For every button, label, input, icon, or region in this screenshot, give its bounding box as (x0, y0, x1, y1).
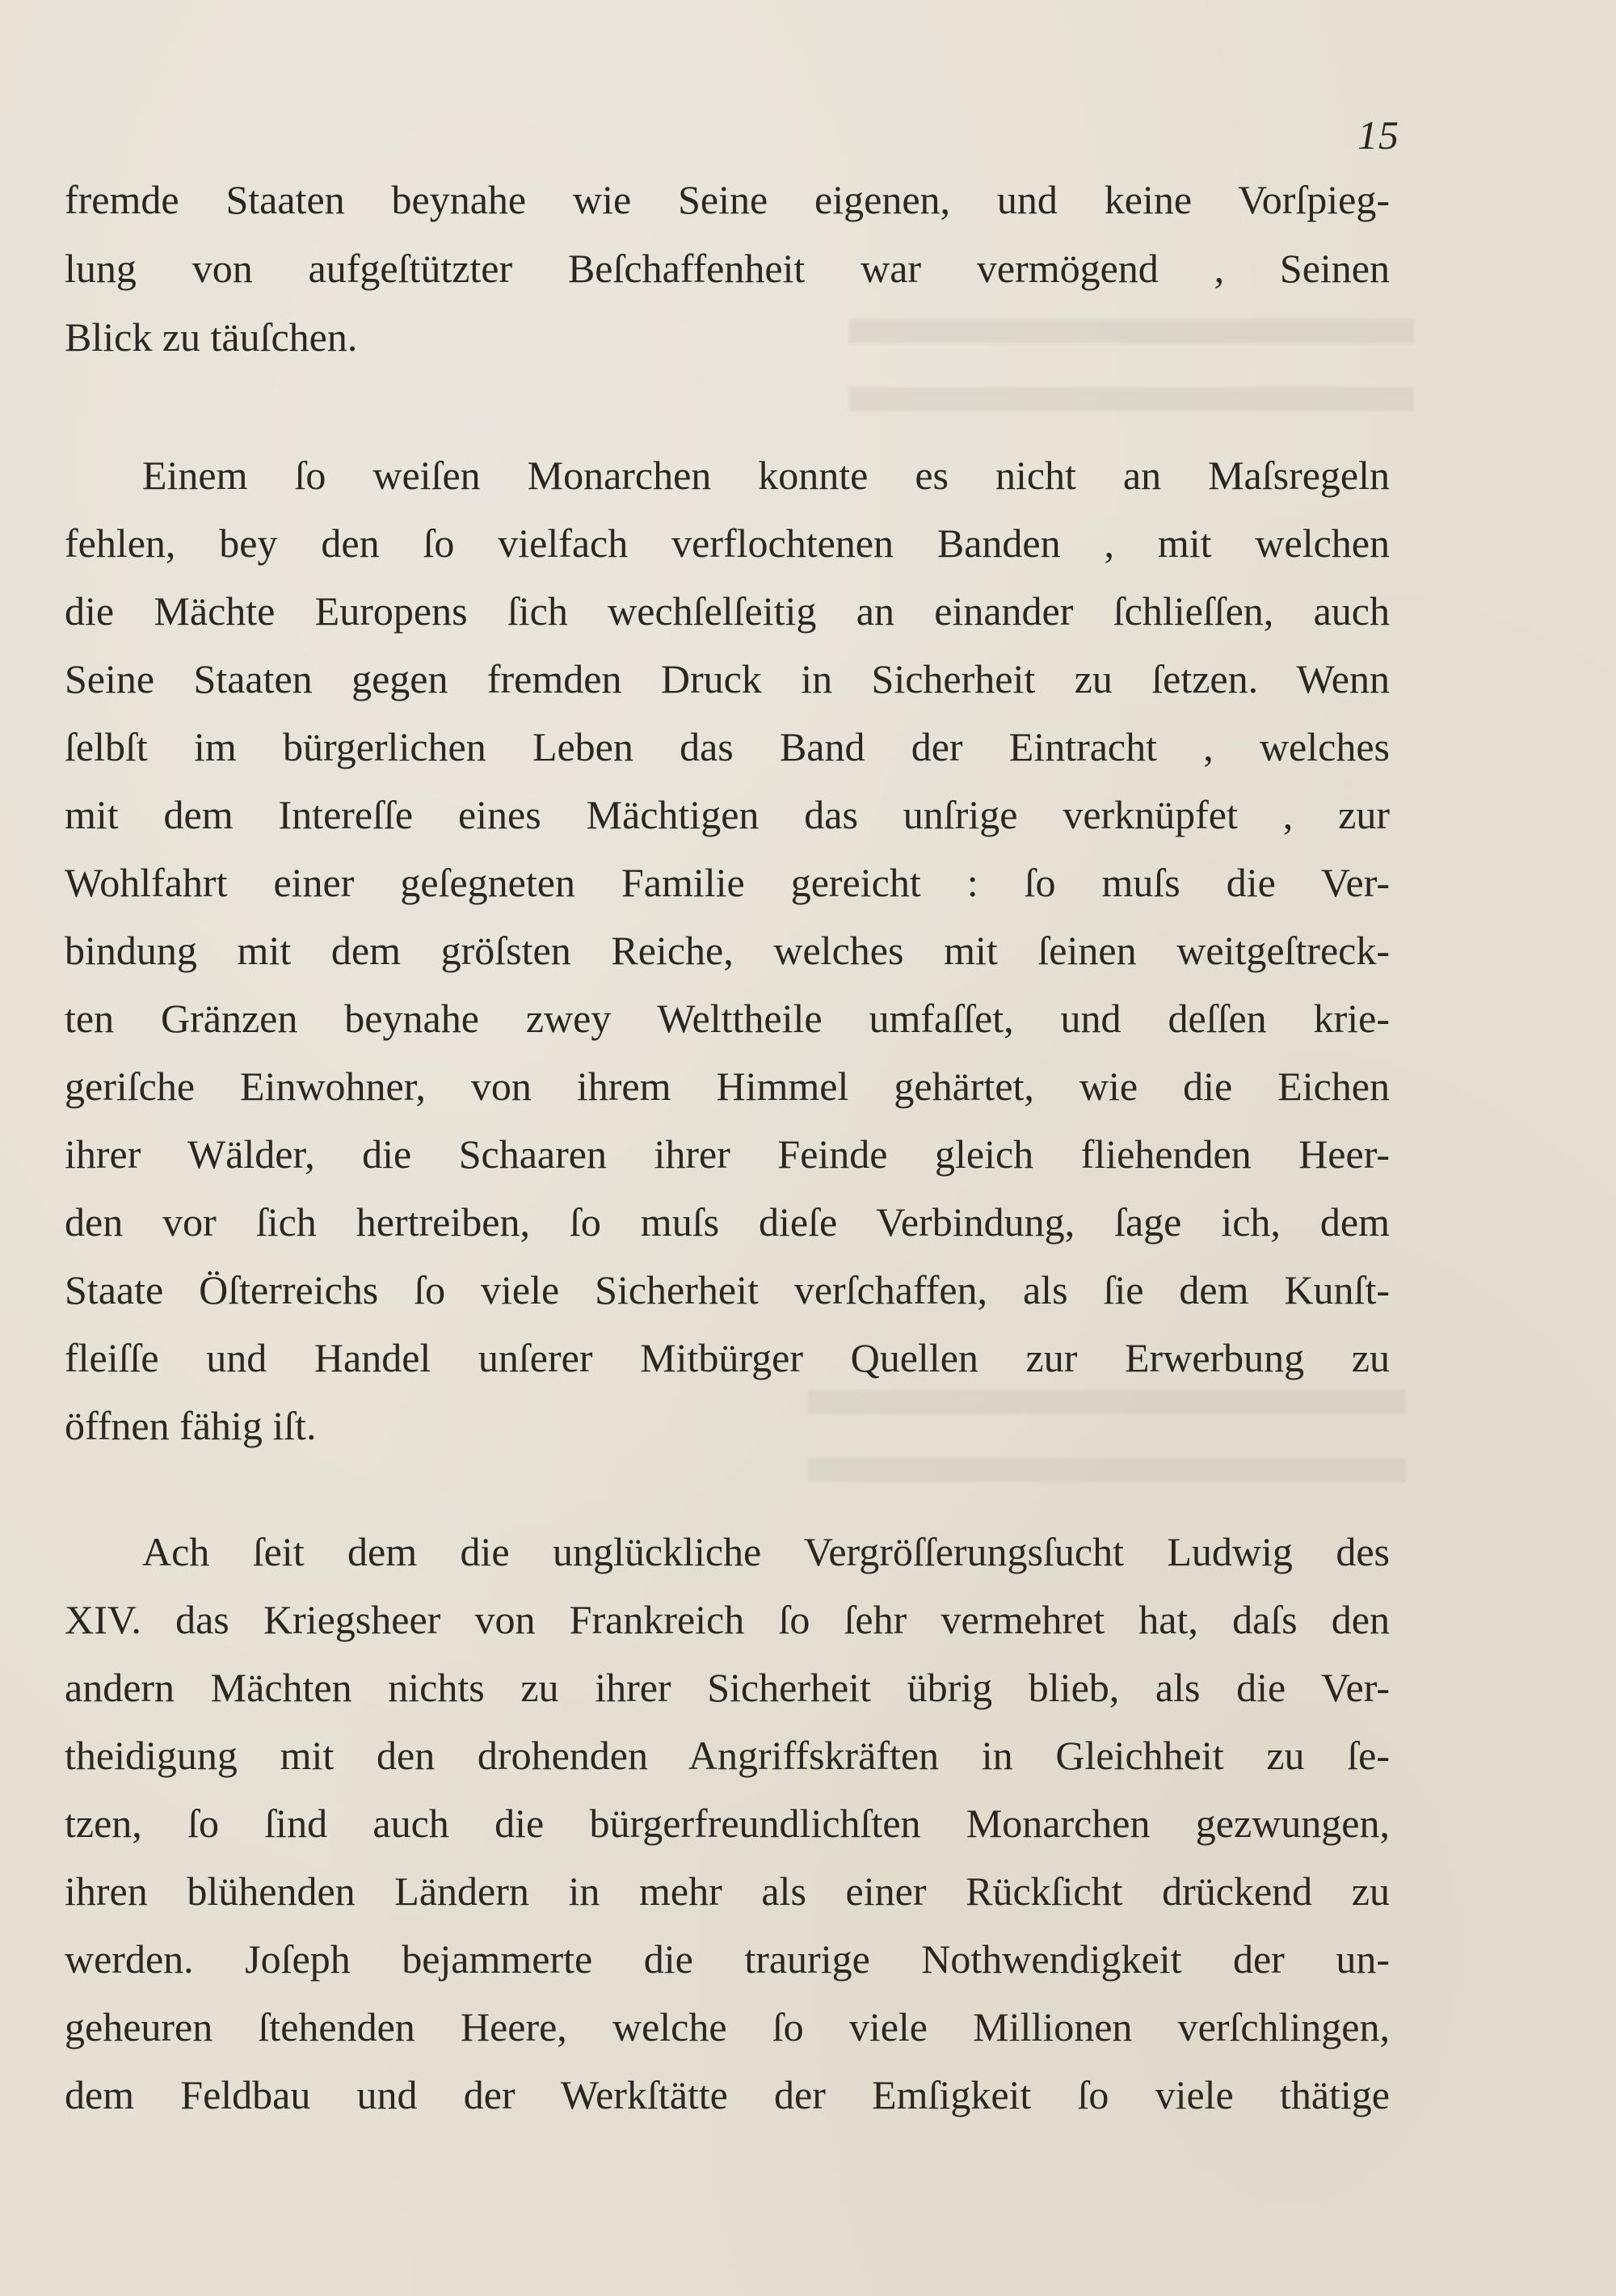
text-line: fleiſſe und Handel unſerer Mitbürger Quellen zur Erwerbung zu (65, 1335, 1390, 1380)
text-line: theidigung mit den drohenden Angriffskräften in Gleichheit zu ſe- (65, 1733, 1390, 1778)
text-line: bindung mit dem gröſsten Reiche, welches mit ſeinen weitgeſtreck- (65, 928, 1390, 973)
text-line: Seine Staaten gegen fremden Druck in Sicherheit zu ſetzen. Wenn (65, 656, 1390, 701)
text-line: die Mächte Europens ſich wechſelſeitig an einander ſchlieſſen, auch (65, 588, 1390, 634)
text-line: Blick zu täuſchen. (65, 314, 358, 360)
text-line: dem Feldbau und der Werkſtätte der Emſigkeit ſo viele thätige (65, 2072, 1390, 2117)
text-line: ihren blühenden Ländern in mehr als einer Rückſicht drückend zu (65, 1868, 1390, 1914)
text-line: ſelbſt im bürgerlichen Leben das Band der Eintracht , welches (65, 724, 1390, 769)
text-line: fremde Staaten beynahe wie Seine eigenen, und keine Vorſpieg- (65, 177, 1390, 222)
text-line: Staate Öſterreichs ſo viele Sicherheit verſchaffen, als ſie dem Kunſt- (65, 1267, 1390, 1312)
text-line: lung von aufgeſtützter Beſchaffenheit war vermögend , Seinen (65, 246, 1390, 291)
text-line: andern Mächten nichts zu ihrer Sicherheit übrig blieb, als die Ver- (65, 1665, 1390, 1710)
text-line: ihrer Wälder, die Schaaren ihrer Feinde gleich fliehenden Heer- (65, 1131, 1390, 1177)
text-line: werden. Joſeph bejammerte die traurige Nothwendigkeit der un- (65, 1936, 1390, 1982)
text-line: geheuren ſtehenden Heere, welche ſo viele Millionen verſchlingen, (65, 2004, 1390, 2050)
text-line: öffnen fähig iſt. (65, 1403, 317, 1448)
text-line: Einem ſo weiſen Monarchen konnte es nicht an Maſsregeln (142, 453, 1390, 498)
text-line: fehlen, bey den ſo vielfach verflochtenen Banden , mit welchen (65, 520, 1390, 566)
text-line: tzen, ſo ſind auch die bürgerfreundlichſten Monarchen gezwungen, (65, 1801, 1390, 1846)
text-line: geriſche Einwohner, von ihrem Himmel gehärtet, wie die Eichen (65, 1064, 1390, 1109)
text-line: Wohlfahrt einer geſegneten Familie gereicht : ſo muſs die Ver- (65, 860, 1390, 905)
text-line: mit dem Intereſſe eines Mächtigen das unſrige verknüpfet , zur (65, 792, 1390, 837)
text-line: Ach ſeit dem die unglückliche Vergröſſerungsſucht Ludwig des (142, 1529, 1390, 1574)
text-line: den vor ſich hertreiben, ſo muſs dieſe Verbindung, ſage ich, dem (65, 1199, 1390, 1245)
text-line: ten Gränzen beynahe zwey Welttheile umfaſſet, und deſſen krie- (65, 996, 1390, 1041)
page-number: 15 (1357, 112, 1399, 158)
text-line: XIV. das Kriegsheer von Frankreich ſo ſehr vermehret hat, daſs den (65, 1597, 1390, 1642)
